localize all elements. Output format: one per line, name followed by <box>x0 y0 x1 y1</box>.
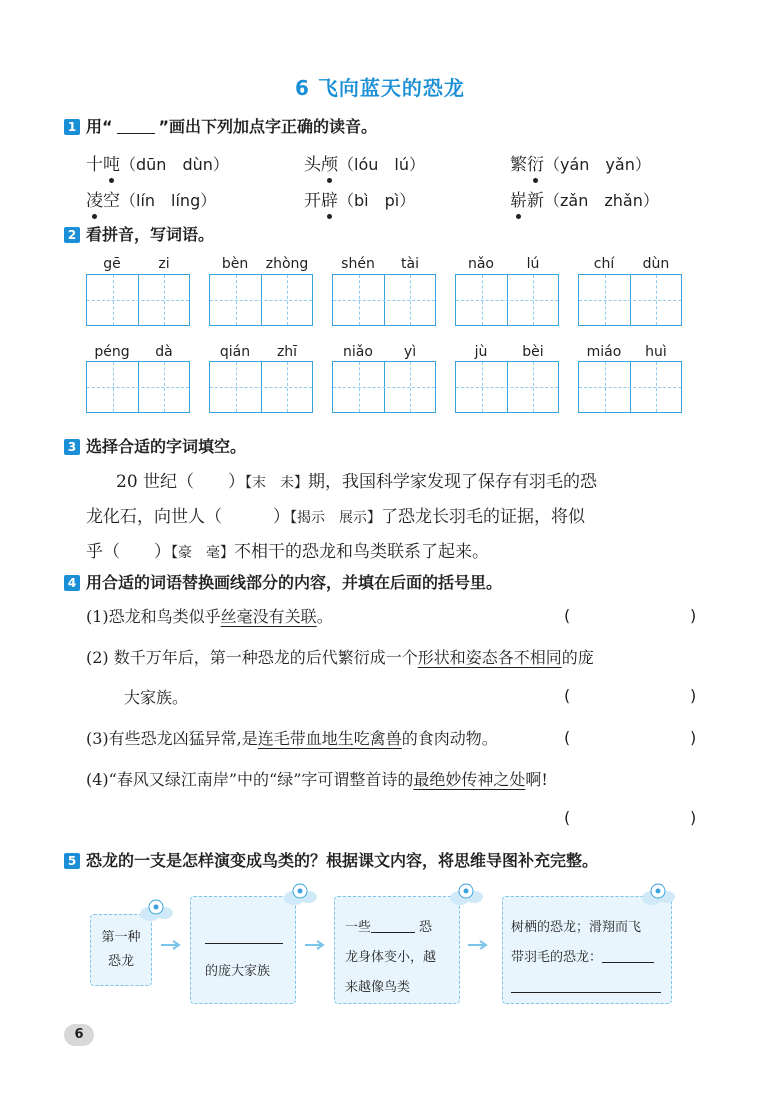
writing-grid-box[interactable] <box>455 274 559 326</box>
pinyin-label: péng <box>94 344 130 360</box>
writing-grid-box[interactable] <box>86 361 190 413</box>
pinyin-label: miáo <box>586 344 622 360</box>
dotted-character: 衍 <box>527 155 544 175</box>
writing-grid-box[interactable] <box>578 274 682 326</box>
answer-blank[interactable] <box>574 808 686 828</box>
q1-reading-item[interactable]: 繁衍（yán yǎn） <box>510 155 651 175</box>
pinyin-label: zhòng <box>265 256 309 272</box>
dotted-character: 吨 <box>103 155 120 175</box>
pinyin-label: zi <box>158 256 170 272</box>
pinyin-options: （lín líng） <box>120 191 217 210</box>
pinyin-label: dùn <box>642 256 670 272</box>
pinyin-label: gē <box>103 256 121 272</box>
q3-line-3: 乎（ ）【豪 毫】不相干的恐龙和鸟类联系了起来。 <box>86 542 489 562</box>
question-number-badge: 2 <box>64 227 80 243</box>
writing-grid-box[interactable] <box>86 274 190 326</box>
page-number: 6 <box>64 1024 94 1046</box>
pinyin-label: qián <box>219 344 251 360</box>
writing-grid-box[interactable] <box>332 361 436 413</box>
page-title: 6 飞向蓝天的恐龙 <box>295 76 465 100</box>
question-5-heading: 5 恐龙的一支是怎样演变成鸟类的？根据课文内容，将思维导图补充完整。 <box>64 848 598 871</box>
writing-grid-box[interactable] <box>209 274 313 326</box>
answer-blank[interactable] <box>574 686 686 706</box>
mindmap-box-2: 的庞大家族 <box>190 896 296 1004</box>
pinyin-label: jù <box>474 344 488 360</box>
answer-blank[interactable] <box>574 728 686 748</box>
mindmap-blank-4[interactable] <box>511 980 661 993</box>
answer-paren-left: ( <box>564 606 571 625</box>
answer-paren-left: ( <box>564 808 571 827</box>
writing-grid-box[interactable] <box>332 274 436 326</box>
pinyin-options: （lóu lú） <box>338 155 425 174</box>
question-4-heading: 4 用合适的词语替换画线部分的内容，并填在后面的括号里。 <box>64 570 502 593</box>
mindmap-blank-2[interactable] <box>371 920 415 933</box>
q4-sentence-2: (2) 数千万年后，第一种恐龙的后代繁衍成一个形状和姿态各不相同的庞 <box>86 648 594 667</box>
pinyin-label: yì <box>403 344 417 360</box>
pinyin-label: huì <box>645 344 667 360</box>
question-number-badge: 1 <box>64 119 80 135</box>
answer-paren-right: ) <box>690 808 697 827</box>
pinyin-label: dà <box>155 344 173 360</box>
arrow-right-icon <box>305 940 327 950</box>
mindmap-box-4: 树栖的恐龙；滑翔而飞 带羽毛的恐龙： <box>502 896 672 1004</box>
question-3-heading: 3 选择合适的字词填空。 <box>64 434 246 457</box>
answer-paren-left: ( <box>564 686 571 705</box>
dotted-character: 崭 <box>510 191 527 211</box>
pinyin-options: （bì pì） <box>338 191 416 210</box>
writing-grid-box[interactable] <box>455 361 559 413</box>
flower-decoration-icon <box>448 880 484 910</box>
question-number-badge: 3 <box>64 439 80 455</box>
pinyin-label: bèn <box>221 256 249 272</box>
q1-reading-item[interactable]: 头颅（lóu lú） <box>304 155 425 175</box>
pinyin-label: bèi <box>522 344 544 360</box>
mindmap-blank-3[interactable] <box>602 950 654 963</box>
pinyin-options: （dūn dùn） <box>120 155 229 174</box>
q1-reading-item[interactable]: 崭新（zǎn zhǎn） <box>510 191 659 211</box>
pinyin-label: lú <box>526 256 540 272</box>
q4-sentence-2-cont: 大家族。 <box>124 688 189 707</box>
writing-grid-box[interactable] <box>578 361 682 413</box>
arrow-right-icon <box>161 940 183 950</box>
question-number-badge: 5 <box>64 853 80 869</box>
question-2-heading: 2 看拼音，写词语。 <box>64 222 214 245</box>
q1-reading-item[interactable]: 十吨（dūn dùn） <box>86 155 229 175</box>
pinyin-label: tài <box>401 256 419 272</box>
flower-decoration-icon <box>282 880 318 910</box>
q4-sentence-4: (4)“春风又绿江南岸”中的“绿”字可谓整首诗的最绝妙传神之处啊! <box>86 770 548 789</box>
pinyin-options: （yán yǎn） <box>544 155 651 174</box>
arrow-right-icon <box>468 940 490 950</box>
q4-sentence-1: (1)恐龙和鸟类似乎丝毫没有关联。 <box>86 607 333 626</box>
dotted-character: 颅 <box>321 155 338 175</box>
answer-paren-left: ( <box>564 728 571 747</box>
question-1-heading: 1 用“ ”画出下列加点字正确的读音。 <box>64 114 377 137</box>
flower-decoration-icon <box>138 896 174 926</box>
pinyin-label: shén <box>341 256 375 272</box>
q3-blank-1[interactable]: 20 世纪（ ） <box>116 472 246 492</box>
mindmap-box-1: 第一种 恐龙 <box>90 914 152 986</box>
q3-blank-2[interactable]: 龙化石，向世人（ ） <box>86 507 290 527</box>
pinyin-label: niǎo <box>343 344 373 360</box>
dotted-character: 辟 <box>321 191 338 211</box>
flower-decoration-icon <box>640 880 676 910</box>
answer-paren-right: ) <box>690 728 697 747</box>
answer-blank[interactable] <box>574 606 686 626</box>
q3-blank-3[interactable]: 乎（ ） <box>86 542 171 562</box>
q3-line-1: 20 世纪（ ）【末 未】期，我国科学家发现了保存有羽毛的恐 <box>116 472 598 492</box>
writing-grid-box[interactable] <box>209 361 313 413</box>
mindmap-box-3: 一些 恐 龙身体变小，越 来越像鸟类 <box>334 896 460 1004</box>
answer-paren-right: ) <box>690 686 697 705</box>
dotted-character: 凌 <box>86 191 103 211</box>
pinyin-label: nǎo <box>467 256 495 272</box>
mindmap-blank-1[interactable] <box>205 931 283 944</box>
q4-sentence-3: (3)有些恐龙凶猛异常,是连毛带血地生吃禽兽的食肉动物。 <box>86 729 498 748</box>
pinyin-options: （zǎn zhǎn） <box>544 191 659 210</box>
pinyin-label: zhī <box>276 344 298 360</box>
answer-paren-right: ) <box>690 606 697 625</box>
pinyin-label: chí <box>593 256 615 272</box>
underline-sample <box>117 119 155 134</box>
q3-line-2: 龙化石，向世人（ ）【揭示 展示】了恐龙长羽毛的证据，将似 <box>86 507 585 527</box>
q1-reading-item[interactable]: 凌空（lín líng） <box>86 191 217 211</box>
q1-reading-item[interactable]: 开辟（bì pì） <box>304 191 416 211</box>
question-number-badge: 4 <box>64 575 80 591</box>
